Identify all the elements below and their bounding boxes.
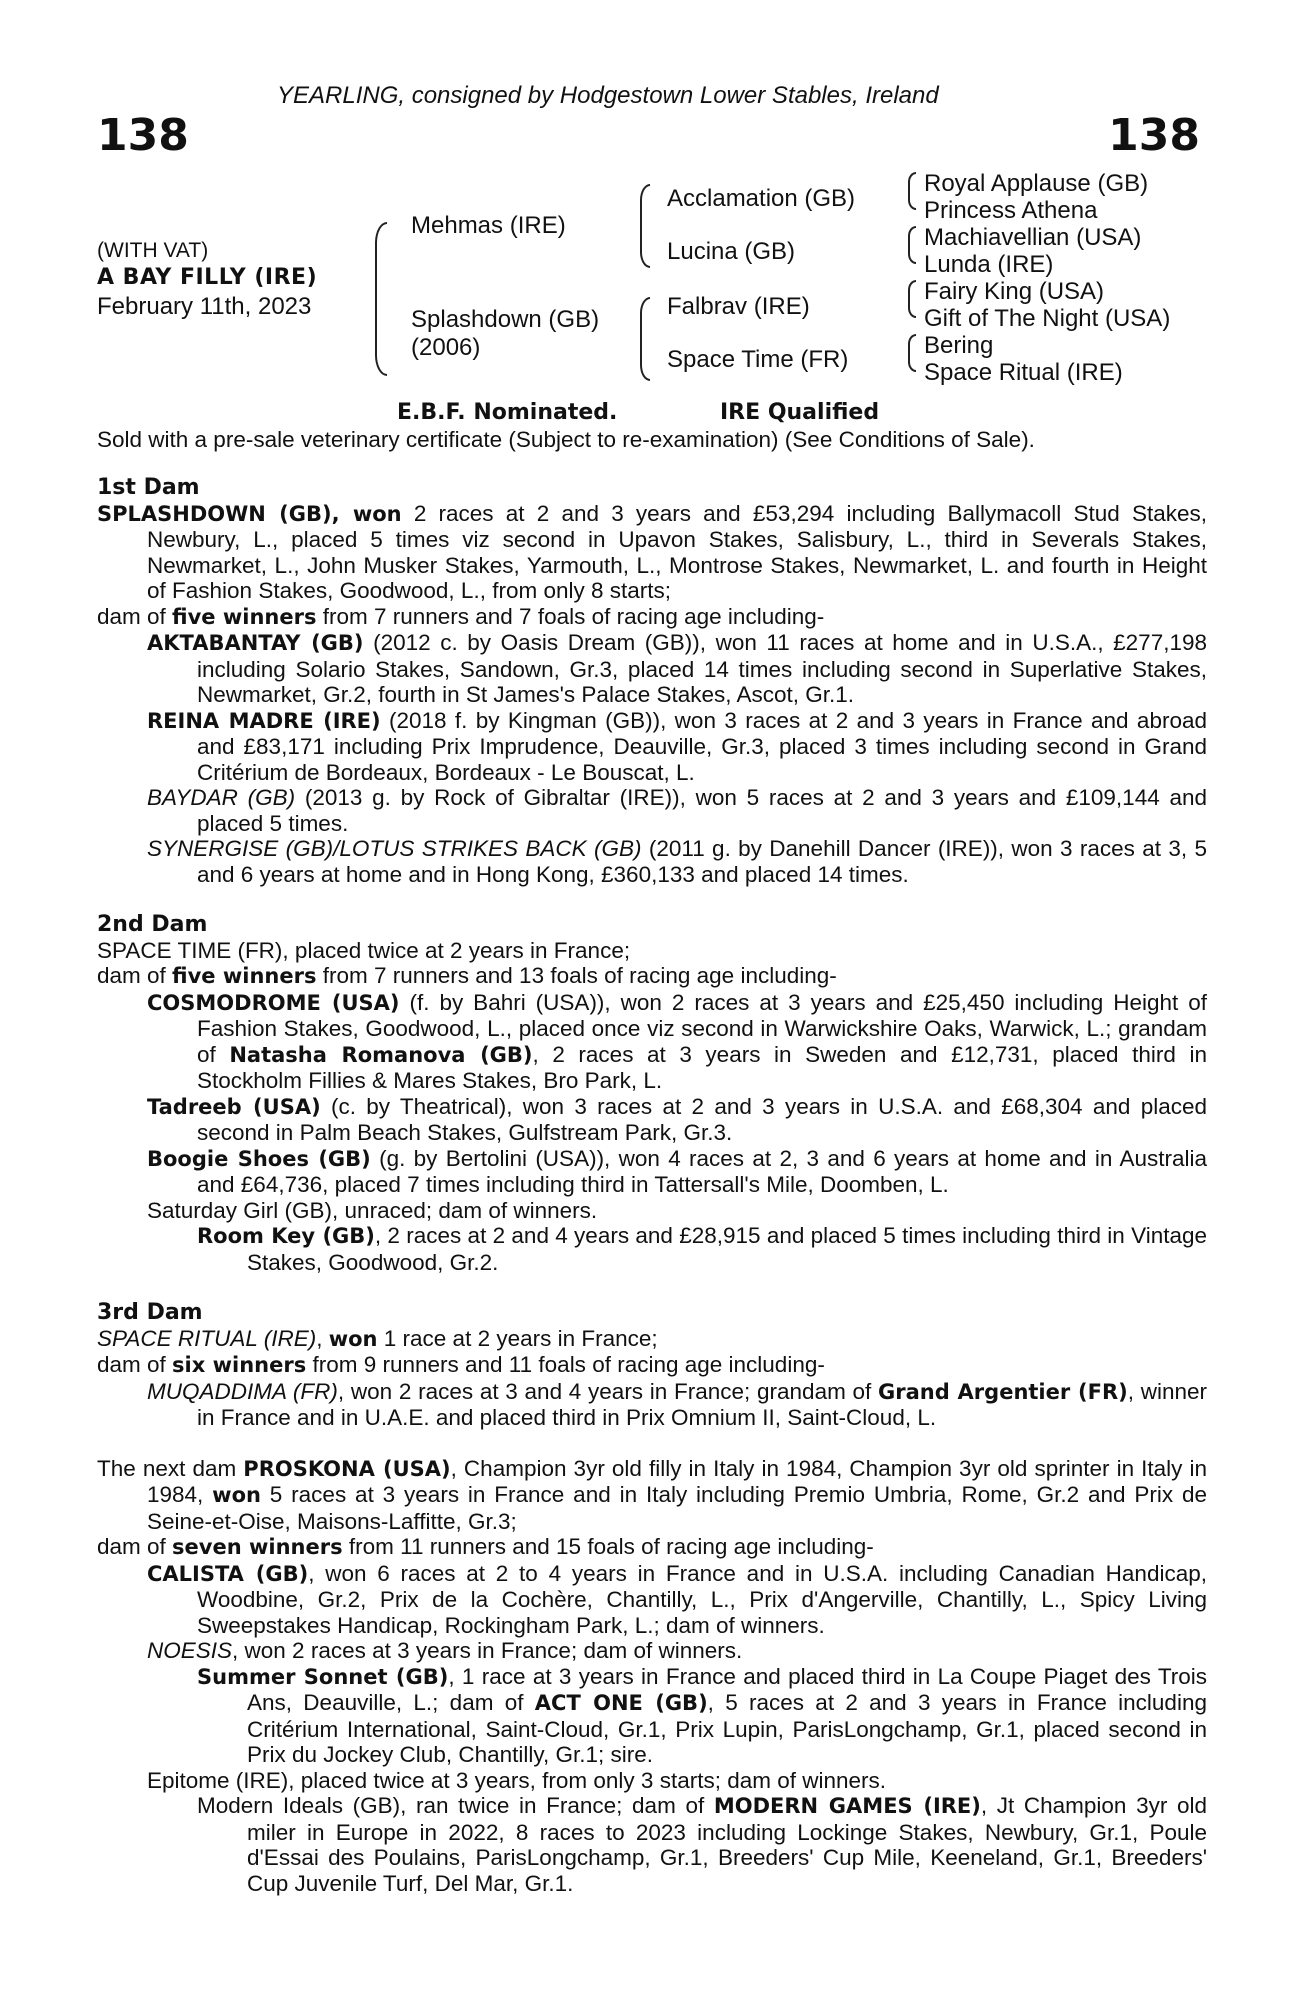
progeny-entry <box>97 1223 1207 1275</box>
ire-qualified: IRE Qualified <box>720 400 880 425</box>
first-dam-won: , won <box>331 501 402 526</box>
dam-of-prefix: dam of <box>97 603 173 629</box>
progeny-text: (2012 c. by Oasis Dream (GB)), won 11 races at home and in U.S.A., £277,198 including Solario Stakes, Sandown, Gr.3, placed 14 times including second in Superlative Stakes, Newmarket, Gr.2, fourth in St James's Palace Stakes, Ascot, Gr.1. <box>197 630 1207 707</box>
progeny-name: AKTABANTAY (GB) <box>147 631 364 655</box>
progeny-text: (2013 g. by Rock of Gibraltar (IRE)), won 5 races at 2 and 3 years and £109,144 and placed 5 times. <box>197 785 1207 836</box>
ebf-nominated: E.B.F. Nominated. <box>397 400 618 425</box>
progeny-text: , won 6 races at 2 to 4 years in France and in U.S.A. including Canadian Handicap, Woodbine, Gr.2, Prix de la Cochère, Chantilly, L., Prix d'Angerville, Chantilly, L., Spicy Living Sweepstakes Handicap, Rockingham Park, L.; dam of winners. <box>197 1560 1207 1638</box>
progeny-entry: Saturday Girl (GB), unraced; dam of winners. <box>147 1197 598 1223</box>
pedigree-brace-sire <box>640 184 650 268</box>
progeny-text: (c. by Theatrical), won 3 races at 2 and 3 years in U.S.A. and £68,304 and placed second in Palm Beach Stakes, Gulfstream Park, Gr.3. <box>197 1093 1207 1145</box>
second-dam-heading: 2nd Dam <box>97 912 208 937</box>
third-dam-heading: 3rd Dam <box>97 1300 203 1325</box>
next-dam-name: PROSKONA (USA) <box>243 1456 451 1481</box>
consignment-line: YEARLING, consigned by Hodgestown Lower Stables, Ireland <box>277 82 939 109</box>
progeny-name: CALISTA (GB) <box>147 1561 309 1586</box>
progeny-entry <box>97 1146 1207 1198</box>
dam-of-prefix: dam of <box>97 1352 173 1377</box>
progeny-text: , Jt Champion 3yr old miler in Europe in 2022, 8 races to 2023 including Lockinge Stakes, Newbury, Gr.1, Poule d'Essai des Poulains, ParisLongchamp, Gr.1, Breeders' Cup Mile, Keeneland, Gr.1, Breeders' Cup Juvenile Turf, Del Mar, Gr.1. <box>247 1793 1207 1896</box>
dam-sire-name: Falbrav (IRE) <box>667 293 810 320</box>
progeny-entry <box>97 1638 1207 1664</box>
progeny-entry <box>97 708 1207 786</box>
third-dam-name: SPACE RITUAL (IRE) <box>97 1325 317 1351</box>
progeny-text: , 1 race at 3 years in France and placed third in La Coupe Piaget des Trois Ans, Deauville, L.; dam of <box>247 1663 1207 1715</box>
progeny-entry <box>97 1561 1207 1639</box>
progeny-name: SYNERGISE (GB)/LOTUS STRIKES BACK (GB) <box>147 836 642 861</box>
progeny-text: , won 2 races at 3 years in France; dam of winners. <box>232 1638 743 1663</box>
first-dam-heading: 1st Dam <box>97 475 200 500</box>
progeny-entry: Epitome (IRE), placed twice at 3 years, from only 3 starts; dam of winners. <box>147 1767 887 1793</box>
progeny-name: Boogie Shoes (GB) <box>147 1146 371 1171</box>
pedigree-brace-2 <box>908 226 916 264</box>
progeny-text: (2011 g. by Danehill Dancer (IRE)), won 3 races at 3, 5 and 6 years at home and in Hong Kong, £360,133 and placed 14 times. <box>197 836 1207 887</box>
sire-sire-name: Acclamation (GB) <box>667 185 856 212</box>
next-dam-won: won <box>212 1483 261 1507</box>
dam-of-suffix: from 9 runners and 11 foals of racing age including- <box>306 1352 825 1377</box>
progeny-name: Room Key (GB) <box>197 1224 375 1248</box>
lot-number-right: 138 <box>1108 110 1200 161</box>
third-dam-text: 1 race at 2 years in France; <box>377 1325 658 1351</box>
vet-certificate-note: Sold with a pre-sale veterinary certificate (Subject to re-examination) (See Conditions of Sale). <box>97 427 1035 452</box>
progeny-text: Modern Ideals (GB), ran twice in France; dam of <box>197 1793 714 1818</box>
grand-progeny-name: MODERN GAMES (IRE) <box>713 1794 981 1818</box>
ggp-2: Princess Athena <box>924 197 1098 224</box>
ggp-8: Space Ritual (IRE) <box>924 359 1123 386</box>
progeny-name: NOESIS <box>147 1638 233 1663</box>
winners-count: five winners <box>172 964 317 988</box>
progeny-entry <box>97 630 1207 708</box>
next-dam-prefix: The next dam <box>97 1455 244 1481</box>
progeny-entry <box>97 1094 1207 1146</box>
progeny-text: , 5 races at 2 and 3 years in France including Critérium International, Saint-Cloud, Gr.1, Prix Lupin, ParisLongchamp, Gr.1, placed second in Prix du Jockey Club, Chantilly, Gr.1; sire. <box>247 1690 1207 1767</box>
first-dam-text: 2 races at 2 and 3 years and £53,294 including Ballymacoll Stud Stakes, Newbury, L., placed 5 times viz second in Upavon Stakes, Salisbury, L., third in Severals Stakes, Newmarket, L., John Musker Stakes, Yarmouth, L., Montrose Stakes, Newmarket, L. and fourth in Height of Fashion Stakes, Goodwood, L., from only 8 starts; <box>147 500 1207 603</box>
dam-of-suffix: from 11 runners and 15 foals of racing age including- <box>342 1534 874 1559</box>
grand-progeny-name: Natasha Romanova (GB) <box>229 1042 533 1067</box>
dam-of-suffix: from 7 runners and 7 foals of racing age including- <box>316 603 825 629</box>
first-dam-name: SPLASHDOWN (GB) <box>97 501 332 526</box>
progeny-text: , 2 races at 3 years in Sweden and £12,731, placed third in Stockholm Fillies & Mares Stakes, Bro Park, L. <box>197 1041 1207 1093</box>
next-dam-entry <box>97 1456 1207 1535</box>
first-dam-entry <box>97 501 1207 604</box>
pedigree-brace-4 <box>908 334 916 372</box>
progeny-entry <box>97 836 1207 887</box>
progeny-entry <box>97 1664 1207 1768</box>
next-dam-dam-of <box>97 1534 1207 1561</box>
pedigree-brace-dam <box>640 297 650 381</box>
progeny-name: REINA MADRE (IRE) <box>147 708 381 733</box>
ggp-3: Machiavellian (USA) <box>924 224 1142 251</box>
sire-name: Mehmas (IRE) <box>411 212 566 239</box>
progeny-name: MUQADDIMA (FR) <box>147 1378 338 1404</box>
progeny-name: COSMODROME (USA) <box>147 990 400 1015</box>
third-dam-line: SPACE RITUAL (IRE), won 1 race at 2 years in France; <box>97 1325 658 1351</box>
ggp-1: Royal Applause (GB) <box>924 170 1149 197</box>
progeny-name: Summer Sonnet (GB) <box>197 1664 449 1689</box>
pedigree-body <box>97 475 1207 1896</box>
progeny-text: (2018 f. by Kingman (GB)), won 3 races at 2 and 3 years in France and abroad and £83,171 including Prix Imprudence, Deauville, Gr.3, placed 3 times including second in Grand Critérium de Bordeaux, Bordeaux - Le Bouscat, L. <box>197 707 1207 785</box>
pedigree-brace-1 <box>908 172 916 210</box>
sire-dam-name: Lucina (GB) <box>667 238 796 265</box>
progeny-entry <box>97 1793 1207 1896</box>
progeny-entry <box>97 785 1207 836</box>
dam-year: (2006) <box>411 334 481 361</box>
pedigree-brace-3 <box>908 280 916 318</box>
progeny-text: , winner in France and in U.A.E. and placed third in Prix Omnium II, Saint-Cloud, L. <box>197 1378 1207 1430</box>
next-dam-text: 5 races at 3 years in France and in Italy including Premio Umbria, Rome, Gr.2 and Prix de Seine-et-Oise, Maisons-Laffitte, Gr.3; <box>147 1482 1208 1534</box>
ggp-6: Gift of The Night (USA) <box>924 305 1171 332</box>
progeny-name: BAYDAR (GB) <box>147 785 296 810</box>
third-dam-dam-of <box>97 1352 1207 1379</box>
winners-count: six winners <box>172 1353 307 1377</box>
ggp-4: Lunda (IRE) <box>924 251 1054 278</box>
pedigree-brace-main <box>375 222 387 376</box>
second-dam-line: SPACE TIME (FR), placed twice at 2 years in France; <box>97 937 631 963</box>
vat-label: (WITH VAT) <box>97 239 209 262</box>
lot-number-left: 138 <box>97 110 189 161</box>
progeny-name: Tadreeb (USA) <box>147 1094 321 1119</box>
grand-progeny-name: ACT ONE (GB) <box>534 1691 708 1715</box>
first-dam-dam-of <box>97 604 1207 631</box>
ggp-7: Bering <box>924 332 994 359</box>
dam-dam-name: Space Time (FR) <box>667 346 849 373</box>
horse-name: A BAY FILLY (IRE) <box>97 265 318 290</box>
foaling-date: February 11th, 2023 <box>97 293 312 320</box>
progeny-entry <box>97 1379 1207 1431</box>
dam-of-prefix: dam of <box>97 1534 173 1559</box>
progeny-text: (f. by Bahri (USA)), won 2 races at 3 years and £25,450 including Height of Fashion Stakes, Goodwood, L., placed once viz second in Warwickshire Oaks, Warwick, L.; grandam of <box>197 989 1207 1067</box>
next-dam-text: , Champion 3yr old filly in Italy in 1984, Champion 3yr old sprinter in Italy in 1984, <box>147 1455 1208 1507</box>
dam-of-prefix: dam of <box>97 963 173 988</box>
third-dam-won: won <box>328 1326 378 1351</box>
progeny-text: , 2 races at 2 and 4 years and £28,915 and placed 5 times including third in Vintage Stakes, Goodwood, Gr.2. <box>247 1223 1207 1275</box>
ggp-5: Fairy King (USA) <box>924 278 1105 305</box>
progeny-text: (g. by Bertolini (USA)), won 4 races at 2, 3 and 6 years at home and in Australia and £64,736, placed 7 times including third in Tattersall's Mile, Doomben, L. <box>197 1145 1207 1197</box>
second-dam-dam-of <box>97 963 1207 990</box>
progeny-entry <box>97 990 1207 1094</box>
progeny-text: , won 2 races at 3 and 4 years in France; grandam of <box>337 1378 879 1404</box>
winners-count: seven winners <box>172 1535 343 1559</box>
dam-of-suffix: from 7 runners and 13 foals of racing age including- <box>316 963 837 988</box>
grand-progeny-name: Grand Argentier (FR) <box>878 1379 1128 1404</box>
winners-count: five winners <box>172 604 317 629</box>
dam-name: Splashdown (GB) <box>411 306 600 333</box>
